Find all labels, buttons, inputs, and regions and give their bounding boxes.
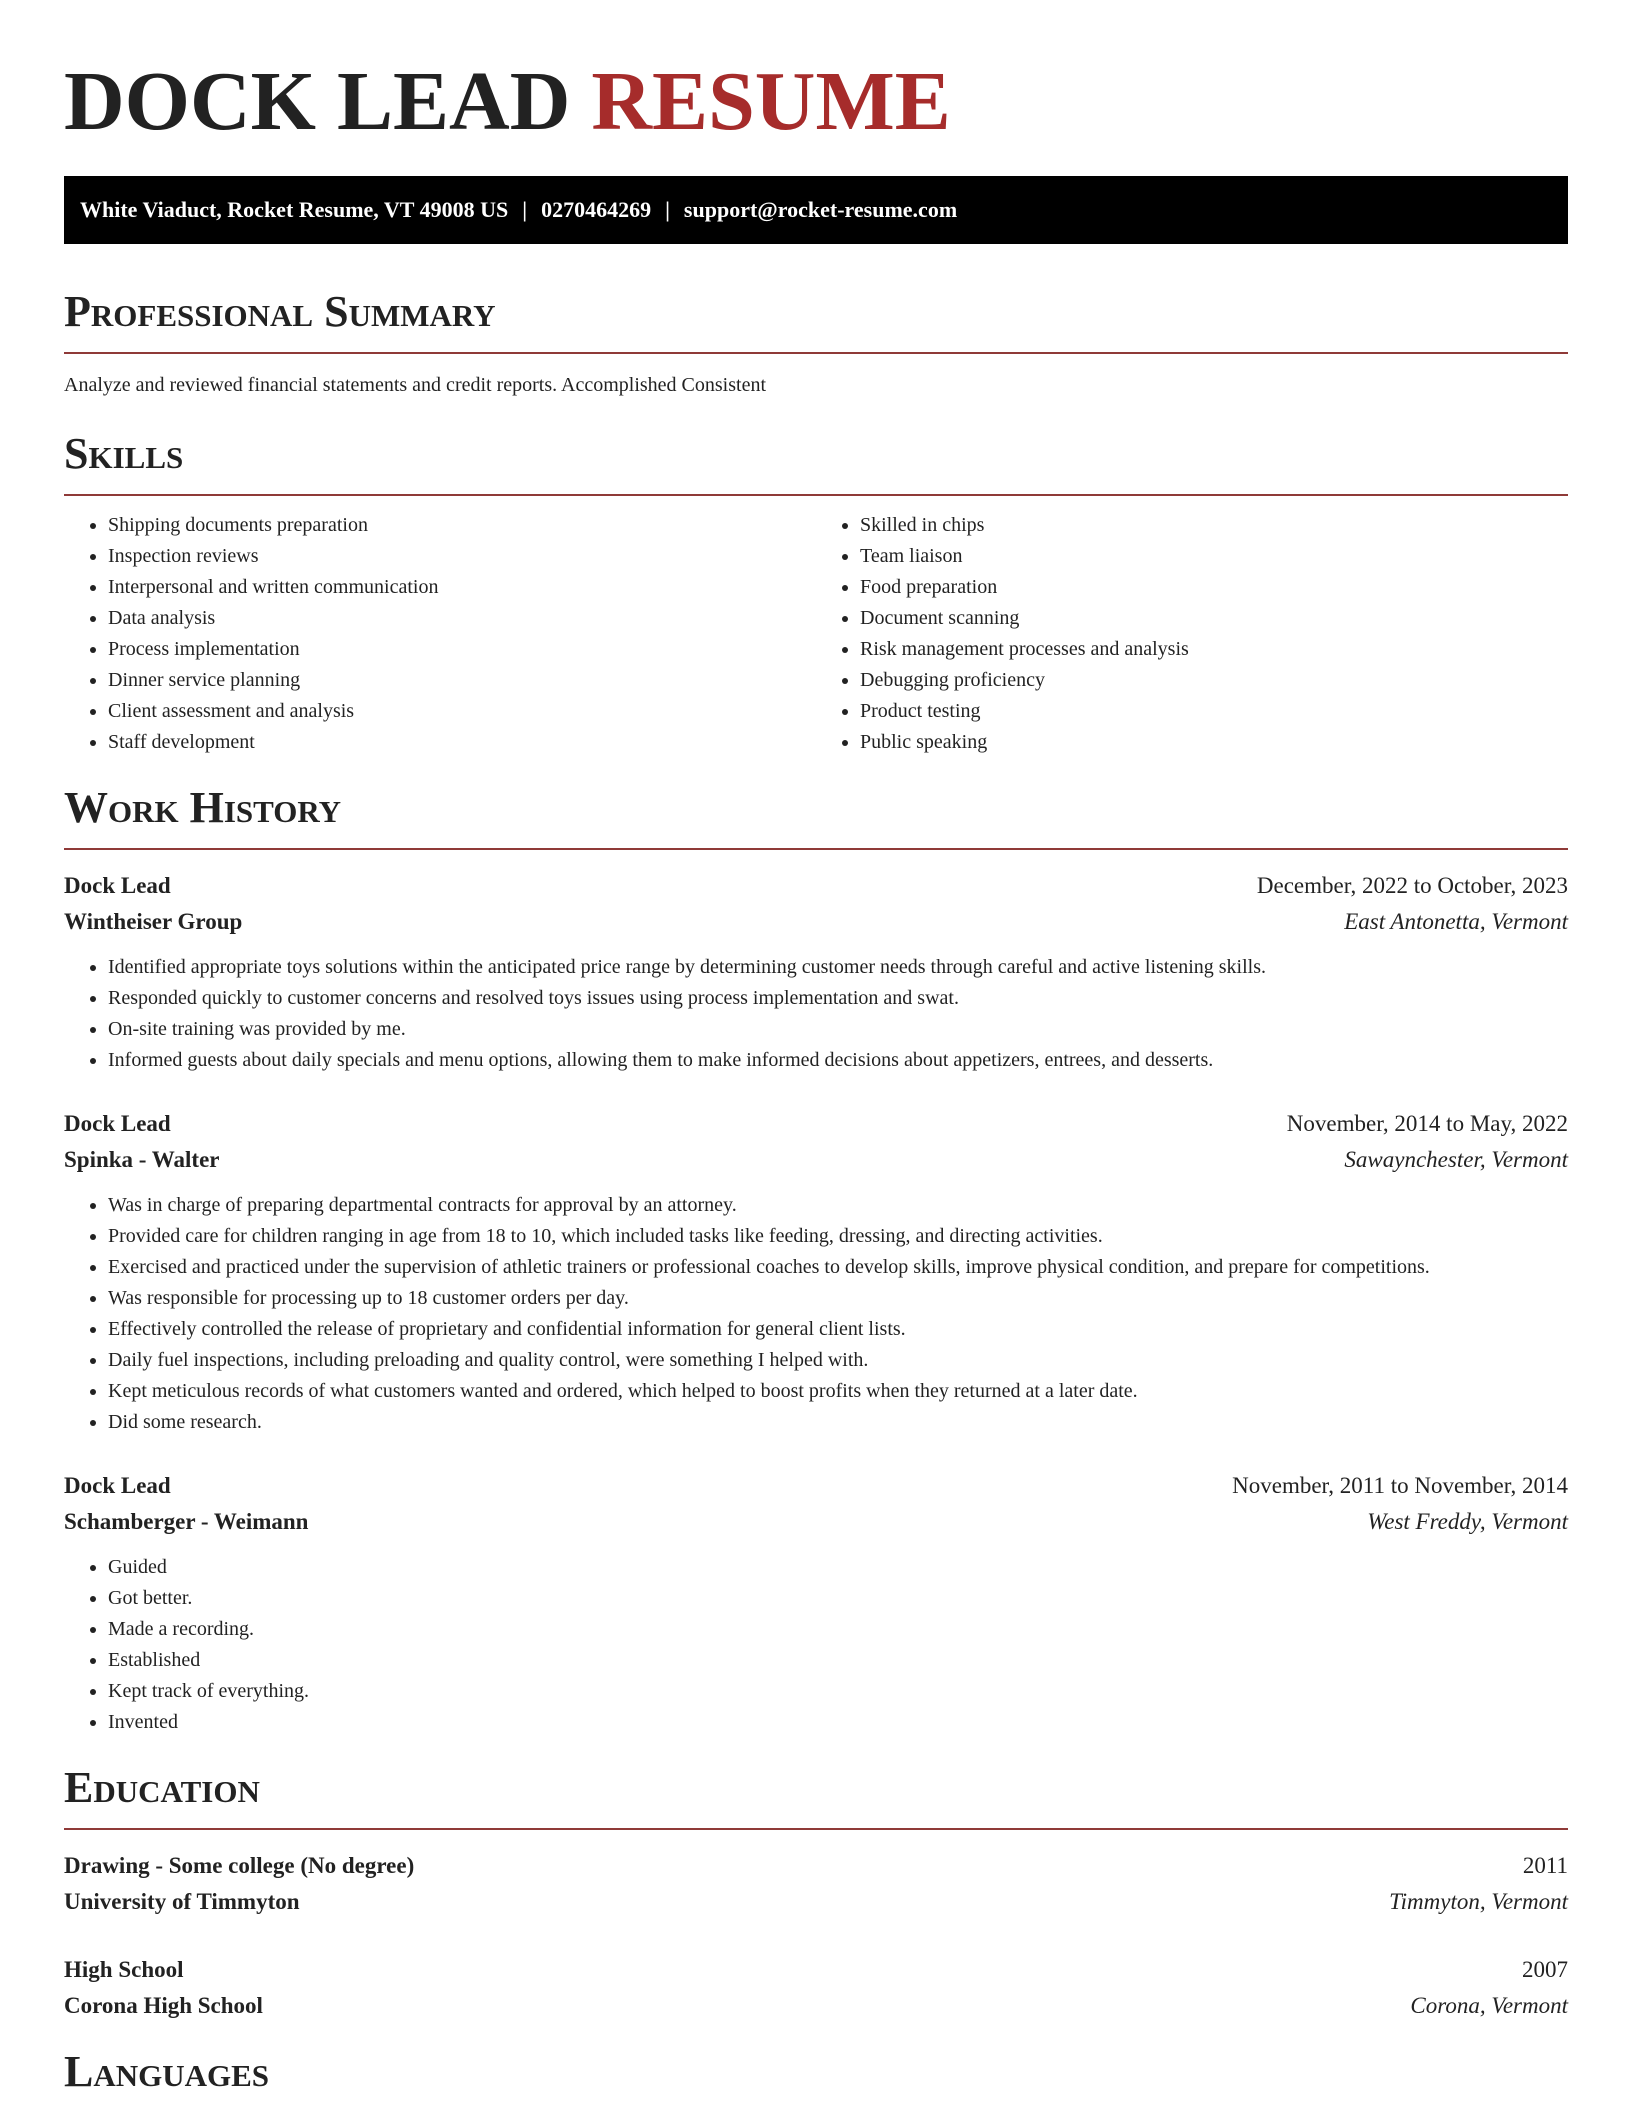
job-entry (64, 1106, 1568, 1438)
summary-heading: Professional Summary (64, 287, 496, 336)
skill-item: • Debugging proficiency (860, 665, 1568, 696)
job-location: West Freddy, Vermont (1367, 1509, 1568, 1534)
skill-item: • Product testing (860, 696, 1568, 727)
job-bullet: • Exercised and practiced under the supervision of athletic trainers or professional coaches to develop skills, improve physical condition, and prepare for competitions. (108, 1252, 1568, 1283)
job-company: Schamberger - Weimann (64, 1509, 309, 1534)
job-bullet: • Identified appropriate toys solutions within the anticipated price range by determining customer needs through careful and active listening skills. (108, 952, 1568, 983)
job-entry (64, 868, 1568, 1076)
job-bullet: • Was responsible for processing up to 18 customer orders per day. (108, 1283, 1568, 1314)
skill-item: • Data analysis (108, 603, 816, 634)
job-title: Dock Lead (64, 1111, 171, 1136)
job-bullet: • Got better. (108, 1583, 1568, 1614)
section-divider (64, 494, 1568, 496)
section-divider (64, 848, 1568, 850)
skills-list-left (64, 510, 816, 758)
languages-heading: Languages (64, 2047, 270, 2096)
job-company-row (64, 904, 1568, 940)
job-dates: December, 2022 to October, 2023 (1256, 873, 1568, 898)
work-history-heading: Work History (64, 783, 342, 832)
title-main: DOCK LEAD (64, 55, 571, 148)
job-title: Dock Lead (64, 1473, 171, 1498)
job-company-row (64, 1504, 1568, 1540)
summary-section (64, 286, 1568, 398)
education-year: 2007 (1522, 1957, 1568, 1982)
contact-phone: 0270464269 (541, 197, 652, 222)
job-bullet: • Did some research. (108, 1407, 1568, 1438)
skill-item: • Dinner service planning (108, 665, 816, 696)
job-title: Dock Lead (64, 873, 171, 898)
education-school: University of Timmyton (64, 1889, 300, 1914)
education-location: Corona, Vermont (1410, 1993, 1568, 2018)
skills-section (64, 428, 1568, 758)
skill-item: • Public speaking (860, 727, 1568, 758)
education-location: Timmyton, Vermont (1389, 1889, 1568, 1914)
skill-item: • Skilled in chips (860, 510, 1568, 541)
contact-email: support@rocket-resume.com (683, 197, 958, 222)
job-bullet: • Kept track of everything. (108, 1676, 1568, 1707)
job-bullet: • Daily fuel inspections, including preloading and quality control, were something I helped with. (108, 1345, 1568, 1376)
job-location: East Antonetta, Vermont (1344, 909, 1568, 934)
job-bullets (64, 952, 1568, 1076)
job-bullet: • Made a recording. (108, 1614, 1568, 1645)
contact-separator: | (665, 197, 670, 222)
education-degree: High School (64, 1957, 184, 1982)
contact-bar (64, 176, 1568, 244)
job-bullet: • Provided care for children ranging in age from 18 to 10, which included tasks like feeding, dressing, and directing activities. (108, 1221, 1568, 1252)
skills-heading: Skills (64, 429, 184, 478)
job-bullet: • Guided (108, 1552, 1568, 1583)
job-company-row (64, 1142, 1568, 1178)
job-header-row (64, 1106, 1568, 1142)
education-degree: Drawing - Some college (No degree) (64, 1853, 415, 1878)
job-bullet: • On-site training was provided by me. (108, 1014, 1568, 1045)
job-bullet: • Established (108, 1645, 1568, 1676)
title-accent: RESUME (591, 55, 951, 148)
job-bullets (64, 1190, 1568, 1438)
skill-item: • Staff development (108, 727, 816, 758)
section-divider (64, 1828, 1568, 1830)
education-entry (64, 1848, 1568, 1920)
work-history-section (64, 782, 1568, 1738)
job-bullet: • Was in charge of preparing departmental contracts for approval by an attorney. (108, 1190, 1568, 1221)
job-header-row (64, 868, 1568, 904)
languages-section (64, 2046, 1568, 2098)
skill-item: • Food preparation (860, 572, 1568, 603)
job-bullet: • Invented (108, 1707, 1568, 1738)
job-header-row (64, 1468, 1568, 1504)
education-school-row (64, 1988, 1568, 2024)
resume-page (64, 0, 1568, 2098)
education-school-row (64, 1884, 1568, 1920)
job-company: Wintheiser Group (64, 909, 243, 934)
contact-address: White Viaduct, Rocket Resume, VT 49008 US (80, 197, 509, 222)
skills-list-right (816, 510, 1568, 758)
skill-item: • Inspection reviews (108, 541, 816, 572)
job-bullet: • Responded quickly to customer concerns and resolved toys issues using process implementation and swat. (108, 983, 1568, 1014)
education-degree-row (64, 1848, 1568, 1884)
skill-item: • Process implementation (108, 634, 816, 665)
skill-item: • Team liaison (860, 541, 1568, 572)
skill-item: • Client assessment and analysis (108, 696, 816, 727)
job-bullet: • Informed guests about daily specials and menu options, allowing them to make informed decisions about appetizers, entrees, and desserts. (108, 1045, 1568, 1076)
skill-item: • Shipping documents preparation (108, 510, 816, 541)
job-bullet: • Kept meticulous records of what customers wanted and ordered, which helped to boost profits when they returned at a later date. (108, 1376, 1568, 1407)
skill-item: • Risk management processes and analysis (860, 634, 1568, 665)
education-heading: Education (64, 1763, 260, 1812)
education-school: Corona High School (64, 1993, 263, 2018)
skills-columns (64, 510, 1568, 758)
education-section (64, 1762, 1568, 2024)
job-entry (64, 1468, 1568, 1738)
education-entry (64, 1952, 1568, 2024)
skill-item: • Document scanning (860, 603, 1568, 634)
skill-item: • Interpersonal and written communication (108, 572, 816, 603)
education-degree-row (64, 1952, 1568, 1988)
job-dates: November, 2011 to November, 2014 (1232, 1473, 1568, 1498)
job-company: Spinka - Walter (64, 1147, 220, 1172)
contact-separator: | (522, 197, 528, 222)
resume-title (64, 0, 1568, 152)
job-bullets (64, 1552, 1568, 1738)
job-location: Sawaynchester, Vermont (1344, 1147, 1568, 1172)
job-dates: November, 2014 to May, 2022 (1286, 1111, 1568, 1136)
section-divider (64, 352, 1568, 354)
job-bullet: • Effectively controlled the release of proprietary and confidential information for general client lists. (108, 1314, 1568, 1345)
summary-text: Analyze and reviewed financial statements and credit reports. Accomplished Consistent (64, 374, 767, 396)
education-year: 2011 (1522, 1853, 1568, 1878)
